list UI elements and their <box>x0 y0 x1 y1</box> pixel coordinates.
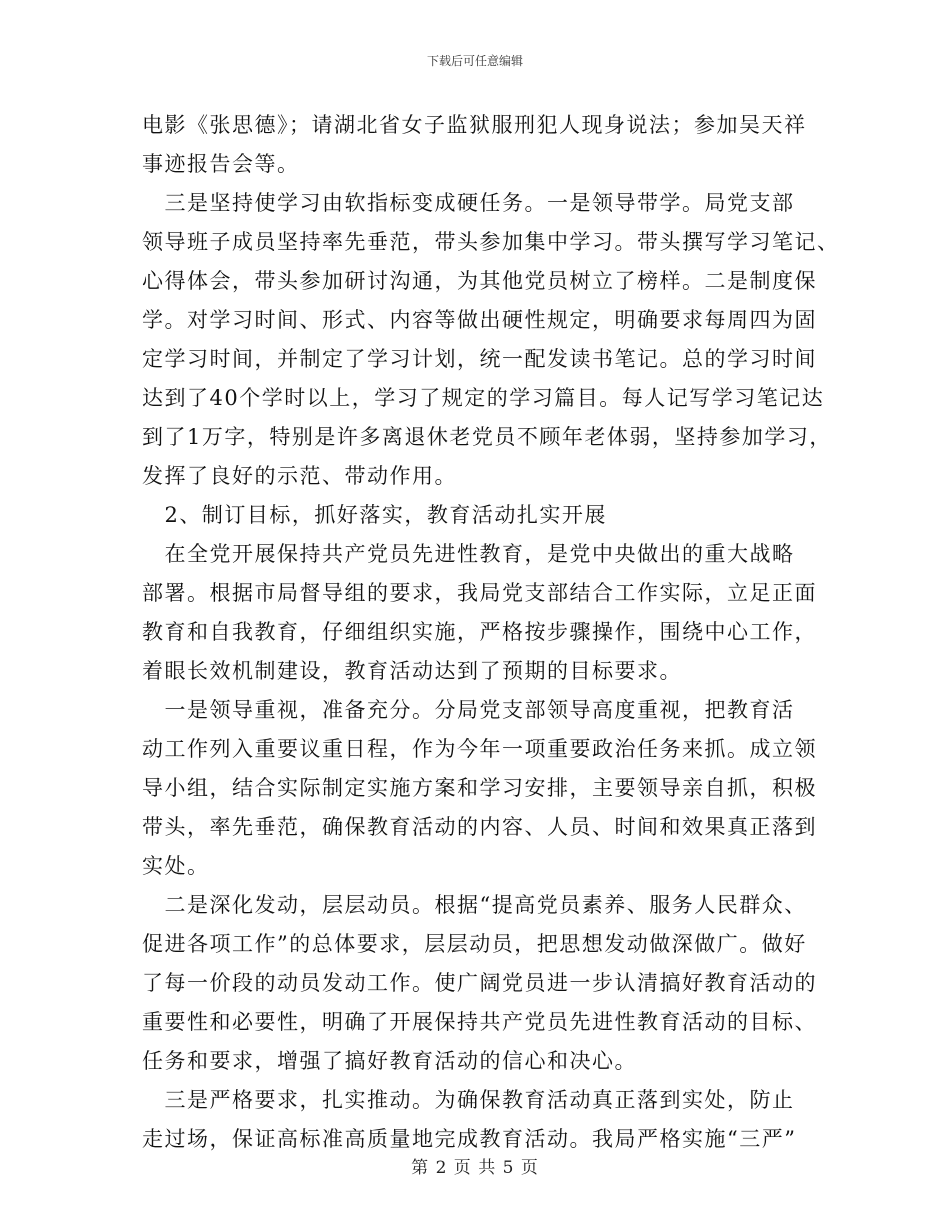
text-line: 动工作列入重要议重日程，作为今年一项重要政治任务来抓。成立领 <box>142 737 817 761</box>
text-line: 二是深化发动，层层动员。根据“提高党员素养、服务人民群众、 <box>142 893 807 917</box>
text-line: 三是坚持使学习由软指标变成硬任务。一是领导带学。局党支部 <box>142 191 795 215</box>
text-line: 促进各项工作”的总体要求，层层动员，把思想发动做深做广。做好 <box>142 932 807 956</box>
text-line: 达到了40个学时以上，学习了规定的学习篇目。每人记写学习笔记达 <box>142 386 825 410</box>
text-line: 电影《张思德》；请湖北省女子监狱服刑犯人现身说法；参加吴天祥 <box>142 113 807 137</box>
text-line: 实处。 <box>142 854 210 878</box>
section-heading: 2、制订目标，抓好落实，教育活动扎实开展 <box>142 503 607 527</box>
text-line: 教育和自我教育，仔细组织实施，严格按步骤操作，围绕中心工作， <box>142 620 817 644</box>
text-line: 带头，率先垂范，确保教育活动的内容、人员、时间和效果真正落到 <box>142 815 817 839</box>
text-line: 学。对学习时间、形式、内容等做出硬性规定，明确要求每周四为固 <box>142 308 817 332</box>
text-line: 一是领导重视，准备充分。分局党支部领导高度重视，把教育活 <box>142 698 795 722</box>
text-line: 走过场，保证高标准高质量地完成教育活动。我局严格实施“三严” <box>142 1127 797 1151</box>
text-line: 任务和要求，增强了搞好教育活动的信心和决心。 <box>142 1049 637 1073</box>
text-line: 定学习时间，并制定了学习计划，统一配发读书笔记。总的学习时间 <box>142 347 817 371</box>
text-line: 三是严格要求，扎实推动。为确保教育活动真正落到实处，防止 <box>142 1088 795 1112</box>
text-line: 发挥了良好的示范、带动作用。 <box>142 464 457 488</box>
text-line: 部署。根据市局督导组的要求，我局党支部结合工作实际，立足正面 <box>142 581 817 605</box>
text-line: 到了1万字，特别是许多离退休老党员不顾年老体弱，坚持参加学习， <box>142 425 832 449</box>
text-line: 着眼长效机制建设，教育活动达到了预期的目标要求。 <box>142 659 682 683</box>
document-body <box>142 106 840 1159</box>
text-line: 了每一价段的动员发动工作。使广阔党员进一步认清搞好教育活动的 <box>142 971 817 995</box>
text-line: 心得体会，带头参加研讨沟通，为其他党员树立了榜样。二是制度保 <box>142 269 817 293</box>
text-line: 在全党开展保持共产党员先进性教育，是党中央做出的重大战略 <box>142 542 795 566</box>
page-number: 第 2 页 共 5 页 <box>411 1158 539 1178</box>
text-line: 导小组，结合实际制定实施方案和学习安排，主要领导亲自抓，积极 <box>142 776 817 800</box>
text-line: 事迹报告会等。 <box>142 152 300 176</box>
text-line: 领导班子成员坚持率先垂范，带头参加集中学习。带头撰写学习笔记、 <box>142 230 840 254</box>
text-line: 重要性和必要性，明确了开展保持共产党员先进性教育活动的目标、 <box>142 1010 817 1034</box>
page-header-note: 下载后可任意编辑 <box>426 54 523 68</box>
